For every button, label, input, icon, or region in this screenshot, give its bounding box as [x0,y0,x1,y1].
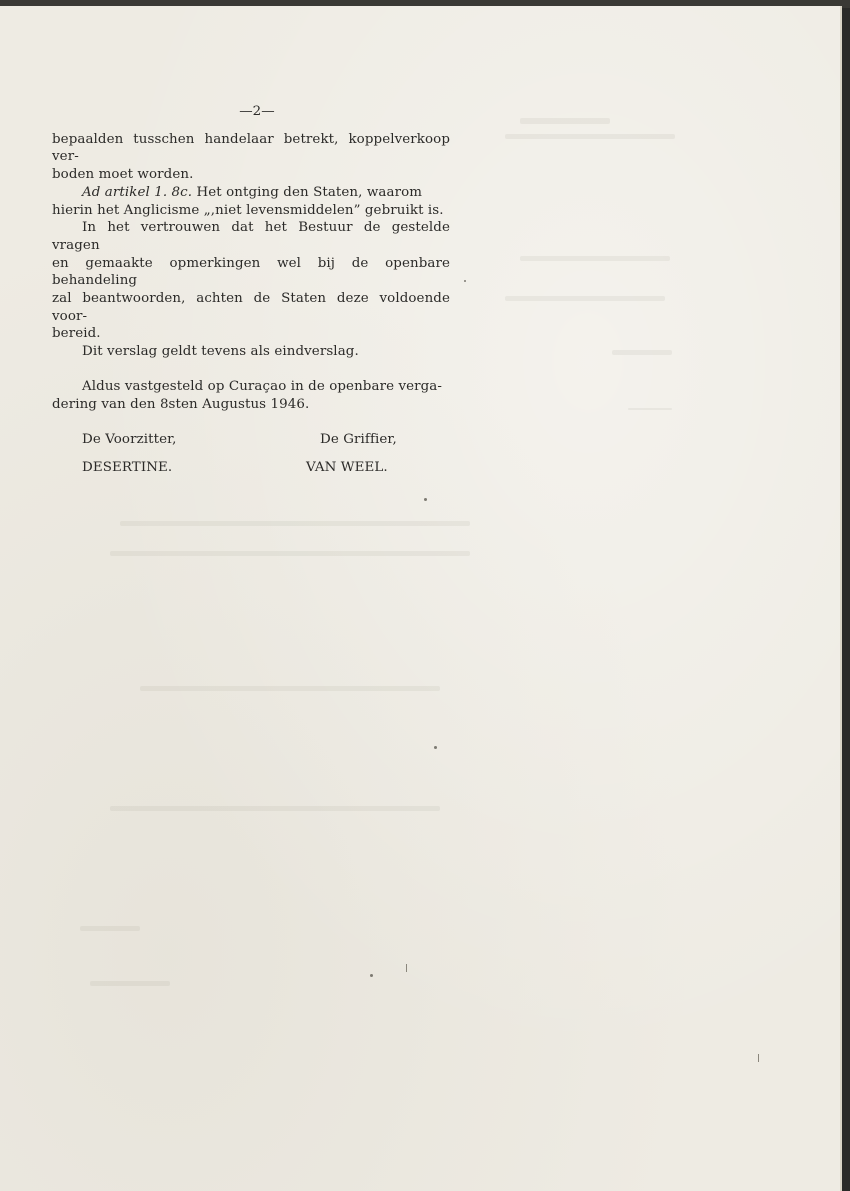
text-line: bereid. [52,326,101,342]
paper-speck [424,498,427,501]
paragraph-article [52,184,450,219]
paper-mark [758,1054,759,1062]
text-line: Het ontging den Staten, waarom [192,184,423,200]
bleed-through-mark [505,296,665,301]
paper-mark [406,964,407,972]
text-line: bepaalden tusschen handelaar betrekt, koppelverkoop ver- [52,131,450,165]
clerk-name: VAN WEEL. [306,459,388,475]
text-line: hierin het Anglicisme „,niet levensmiddelen” gebruikt is. [52,202,444,218]
page-number: —2— [239,104,275,119]
paragraph-adoption [52,378,450,413]
paper-speck [370,974,373,977]
bleed-through-mark [110,551,470,556]
signature-titles [52,431,450,449]
bleed-through-mark [90,981,170,986]
text-line: dering van den 8sten Augustus 1946. [52,396,310,412]
spacer [52,361,450,378]
paragraph-final-report: Dit verslag geldt tevens als eindverslag. [82,344,359,360]
paper-speck [434,746,437,749]
article-reference: Ad artikel 1. 8c. [82,184,193,200]
text-line: en gemaakte opmerkingen wel bij de openbare behandeling [52,255,450,289]
text-line: In het vertrouwen dat het Bestuur de gestelde vragen [52,220,450,253]
bleed-through-mark [110,806,440,811]
bleed-through-mark [628,408,672,410]
text-line: boden moet worden. [52,167,194,183]
paragraph-trust [52,219,450,343]
clerk-title: De Griffier, [320,432,397,448]
bleed-through-mark [140,686,440,691]
bleed-through-mark [505,134,675,139]
signature-names [52,459,450,477]
chairman-name: DESERTINE. [82,459,173,475]
text-line: zal beantwoorden, achten de Staten deze voldoende voor- [52,291,450,324]
bleed-through-mark [612,350,672,355]
paragraph-continuation [52,131,450,184]
bleed-through-mark [520,256,670,261]
document-page [0,6,842,1191]
bleed-through-mark [520,118,610,124]
text-line: Aldus vastgesteld op Curaçao in de openbare verga- [82,378,443,394]
paper-speck [464,280,466,282]
bleed-through-mark [120,521,470,526]
document-text [52,103,450,477]
bleed-through-mark [80,926,140,931]
chairman-title: De Voorzitter, [82,432,177,448]
